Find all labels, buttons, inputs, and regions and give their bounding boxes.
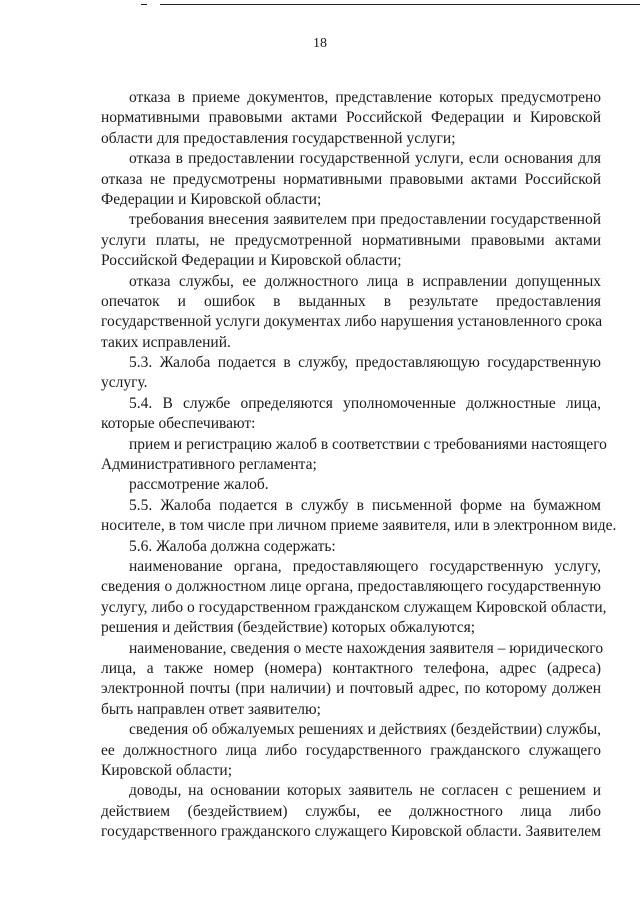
text-line: государственного гражданского служащего Кировской области. Заявителем [101,823,601,841]
text-line: нормативными правовыми актами Российской Федерации и Кировской [101,109,601,127]
text-line: Кировской области; [101,761,233,779]
text-line: действием (бездействием) службы, ее должностного лица либо [101,802,601,820]
page-number: 18 [313,36,327,51]
text-line: ее должностного лица либо государственного гражданского служащего [101,741,601,759]
text-line: электронной почты (при наличии) и почтовый адрес, по которому должен [101,680,601,698]
text-line: сведения о должностном лице органа, предоставляющего государственную [101,578,601,596]
text-line: 5.4. В службе определяются уполномоченные должностные лица, [129,394,601,412]
text-line: Российской Федерации и Кировской области; [101,252,402,270]
header-rule [160,4,640,5]
text-line: быть направлен ответ заявителю; [101,700,321,718]
text-line: наименование, сведения о месте нахождения заявителя – юридического [129,639,604,657]
text-line: опечаток и ошибок в выданных в результате предоставления [101,292,601,310]
text-line: Федерации и Кировской области; [101,190,322,208]
text-line: Административного регламента; [101,456,317,474]
text-line: 5.3. Жалоба подается в службу, предоставляющую государственную [129,354,601,372]
text-line: таких исправлений. [101,333,231,351]
text-line: отказа в приеме документов, представление которых предусмотрено [129,89,601,106]
text-line: прием и регистрацию жалоб в соответствии с требованиями настоящего [129,435,607,453]
document-body [101,88,617,842]
text-line: 5.5. Жалоба подается в службу в письменной форме на бумажном [129,496,601,514]
text-line: рассмотрение жалоб. [129,476,269,494]
text-line: услуги платы, не предусмотренной нормативными правовыми актами [101,231,601,249]
text-line: носителе, в том числе при личном приеме заявителя, или в электронном виде. [101,517,617,535]
text-line: государственной услуги документах либо нарушения установленного срока [101,313,603,331]
text-line: сведения об обжалуемых решениях и действиях (бездействии) службы, [129,721,601,739]
text-line: отказа службы, ее должностного лица в исправлении допущенных [129,272,601,290]
text-line: доводы, на основании которых заявитель не согласен с решением и [129,782,601,800]
text-line: решения и действия (бездействие) которых обжалуются; [101,619,476,637]
text-line: требования внесения заявителем при предоставлении государственной [129,211,601,229]
text-line: наименование органа, предоставляющего государственную услугу, [129,557,601,575]
text-line: услугу. [101,374,148,392]
text-line: отказа не предусмотрены нормативными правовыми актами Российской [101,170,601,188]
text-line: 5.6. Жалоба должна содержать: [129,537,336,555]
text-line: лица, а также номер (номера) контактного телефона, адрес (адреса) [101,659,601,677]
text-line: отказа в предоставлении государственной услуги, если основания для [129,150,601,168]
text-line: услугу, либо о государственном гражданском служащем Кировской области, [101,598,607,616]
text-line: которые обеспечивают: [101,415,256,433]
header-rule-dash [141,4,147,5]
text-line: области для предоставления государственной услуги; [101,129,456,147]
